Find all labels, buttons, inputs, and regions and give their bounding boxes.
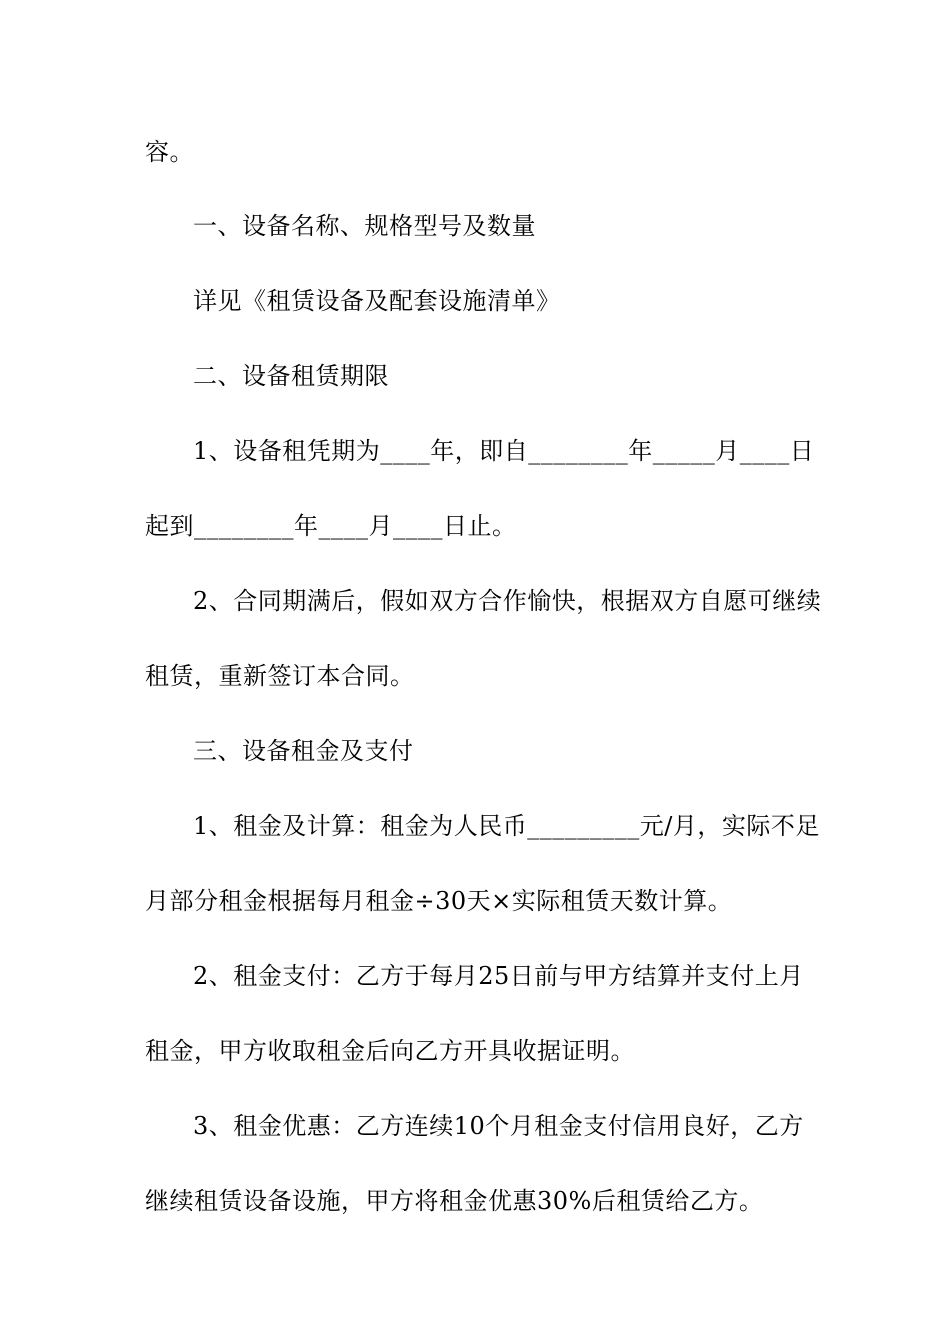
section-heading-3: 三、设备租金及支付 — [193, 737, 414, 765]
continued-text-line: 容。 — [145, 138, 194, 166]
section-heading-2: 二、设备租赁期限 — [193, 362, 389, 390]
clause-line: 2、租金支付：乙方于每月25日前与甲方结算并支付上月 — [193, 962, 804, 990]
clause-line-continued: 租金，甲方收取租金后向乙方开具收据证明。 — [145, 1037, 635, 1065]
clause-line-continued: 继续租赁设备设施，甲方将租金优惠30%后租赁给乙方。 — [145, 1187, 764, 1215]
clause-line: 1、租金及计算：租金为人民币_________元/月，实际不足 — [193, 812, 820, 840]
clause-line-continued: 月部分租金根据每月租金÷30天×实际租赁天数计算。 — [145, 887, 733, 915]
paragraph-line: 详见《租赁设备及配套设施清单》 — [193, 287, 561, 315]
clause-line-continued: 租赁，重新签订本合同。 — [145, 662, 415, 690]
clause-line-continued: 起到________年____月____日止。 — [145, 512, 517, 540]
clause-line: 3、租金优惠：乙方连续10个月租金支付信用良好，乙方 — [193, 1112, 804, 1140]
clause-line: 1、设备租凭期为____年，即自________年_____月____日 — [193, 437, 815, 465]
section-heading-1: 一、设备名称、规格型号及数量 — [193, 212, 536, 240]
clause-line: 2、合同期满后，假如双方合作愉快，根据双方自愿可继续 — [193, 587, 822, 615]
